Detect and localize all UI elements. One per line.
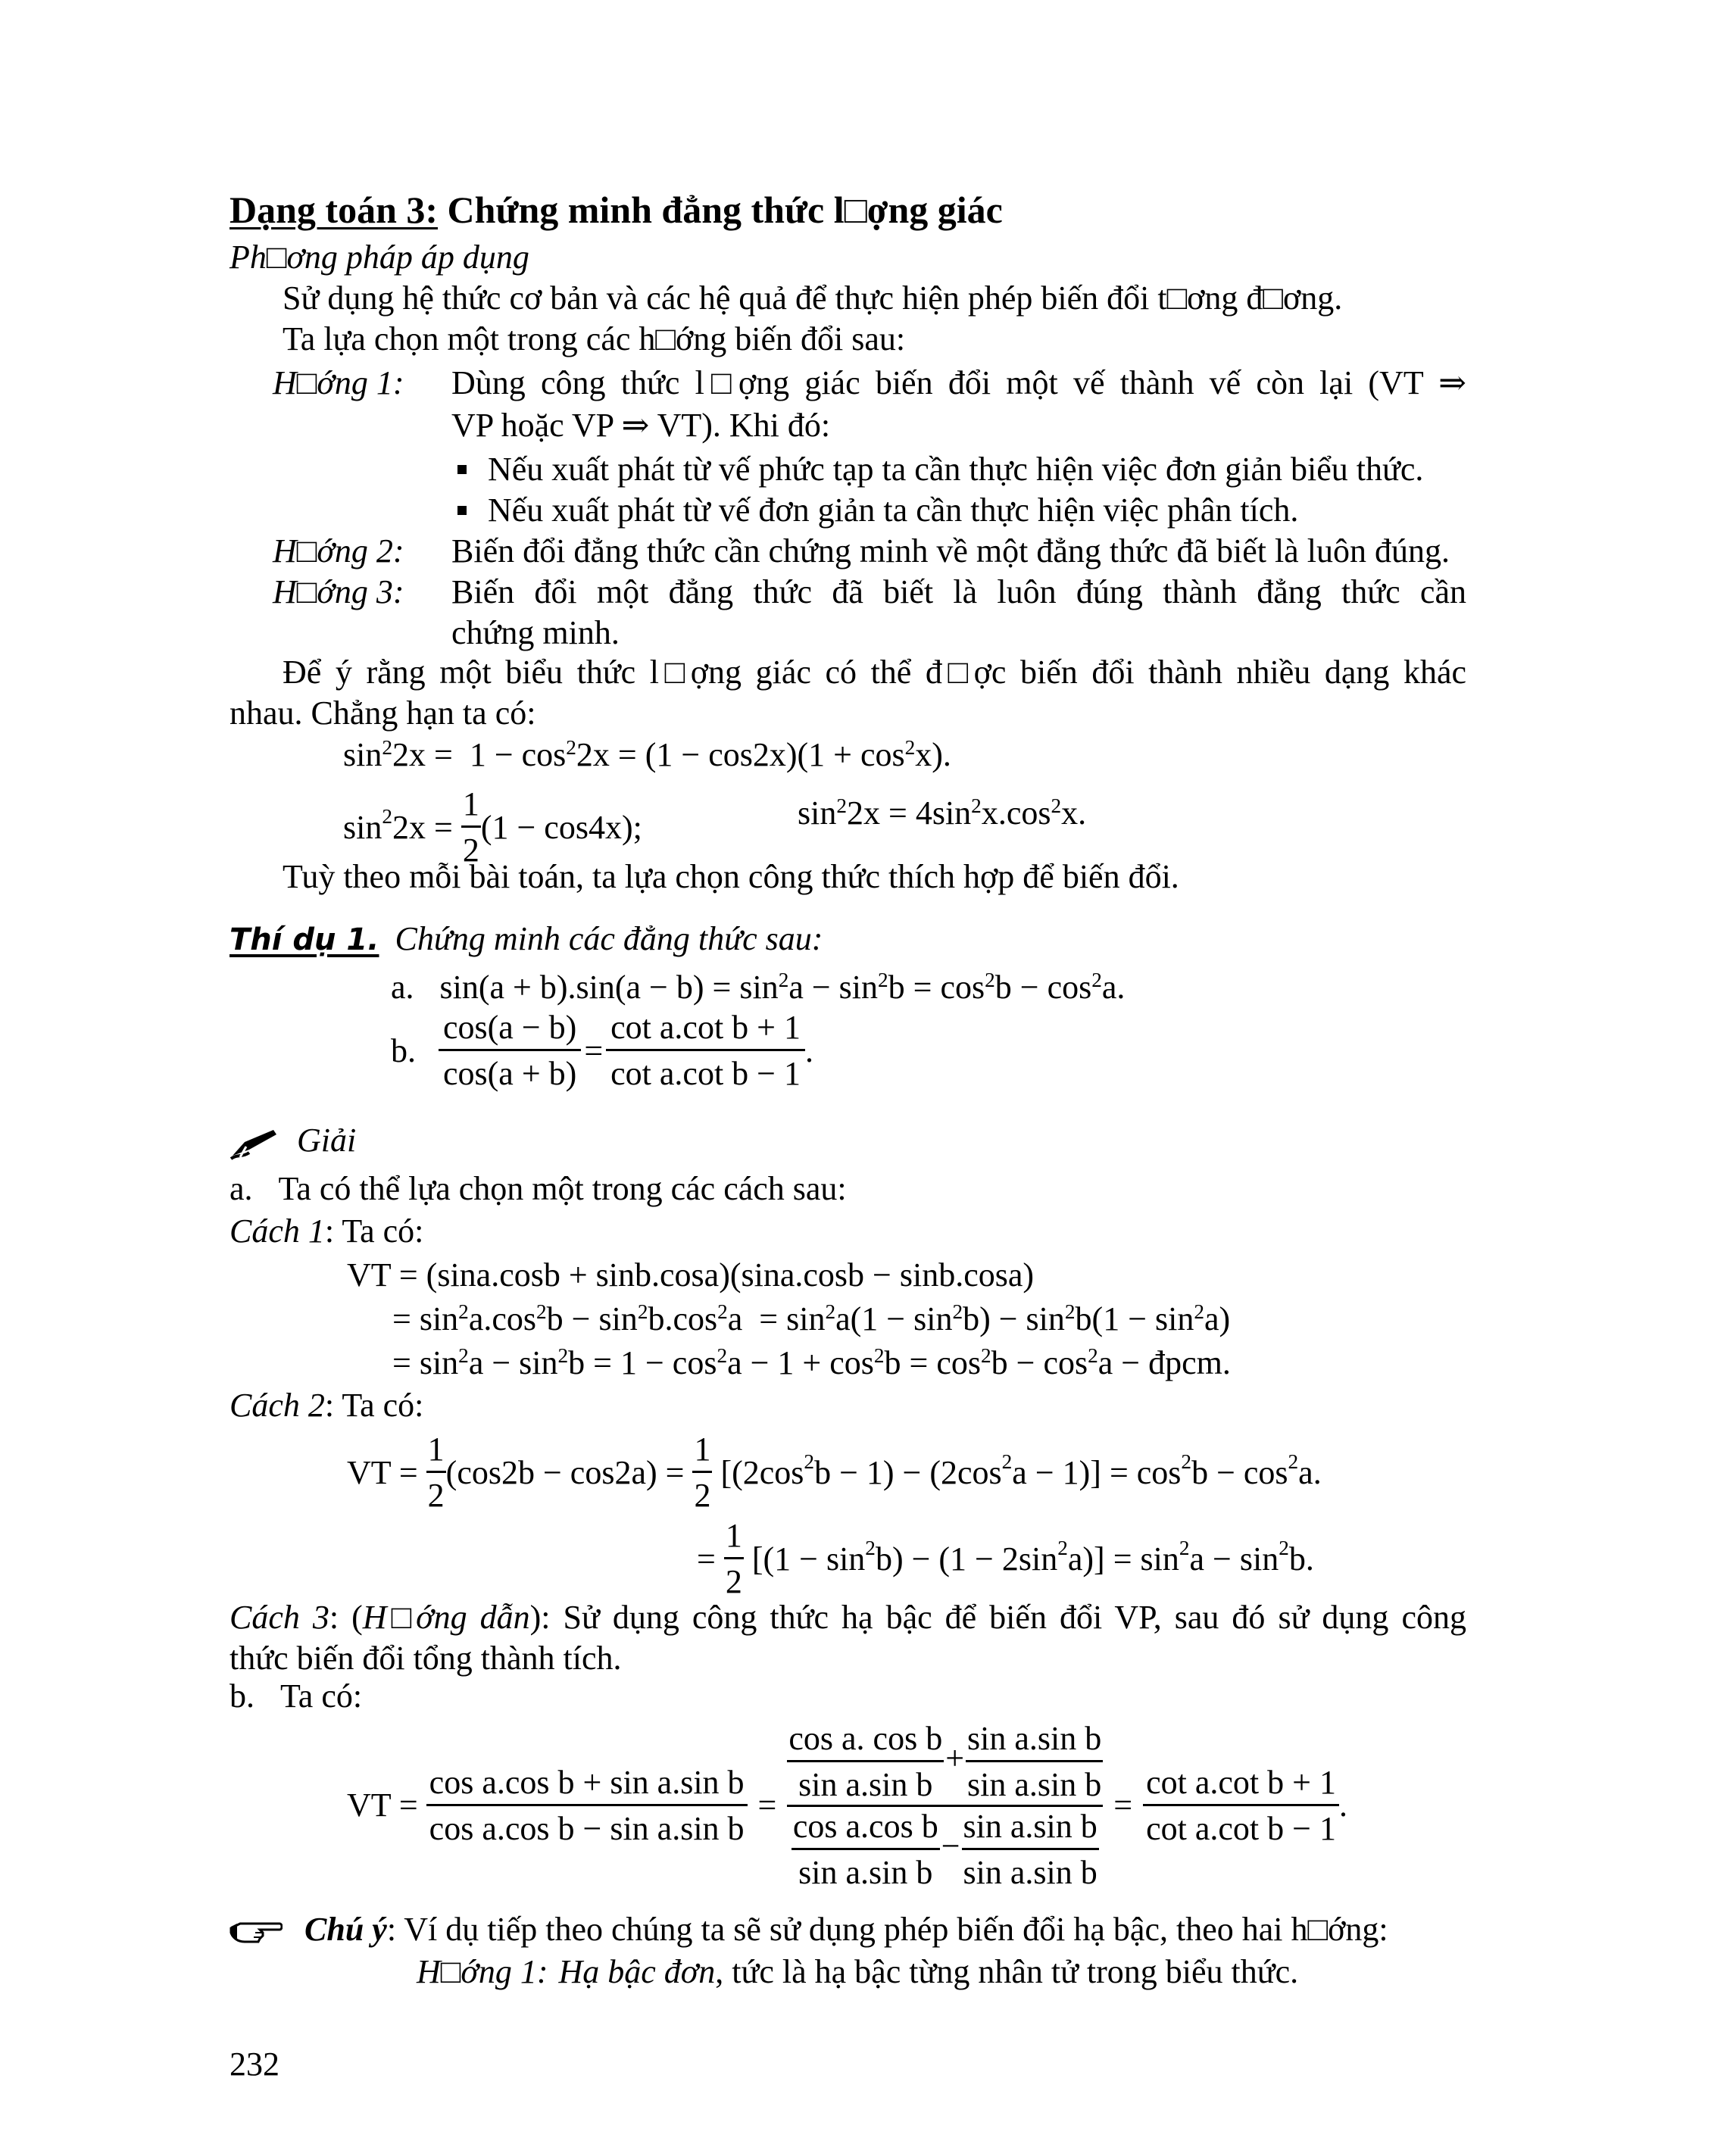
formula-sin2-identity-3: $\sin^22x = 4\sin^2x.\cos^2x$. (798, 794, 1087, 832)
way-1-heading: Cách 1: Ta có: (229, 1212, 424, 1250)
bullet-icon (457, 506, 467, 515)
section-label: Dạng toán 3: (229, 189, 439, 231)
direction-3-line-2: chứng minh. (451, 614, 620, 651)
formula-sin2-identity-1: $\sin^22x = 1 - \cos^22x = (1 - \cos 2x)(1 + \cos^2x)$. (343, 736, 951, 773)
note-heading (229, 1913, 1388, 1948)
solution-b-intro: b. Ta có: (229, 1677, 363, 1715)
pointing-hand-icon (229, 1918, 283, 1948)
section-heading (229, 191, 1003, 229)
section-title: Chứng minh đẳng thức l□ợng giác (447, 189, 1003, 231)
fraction-cos-sin-sum: $\frac{\text{cos a.cos b + sin a.sin b}}{\text{cos a.cos b − sin a.sin b}}$ (426, 1766, 748, 1846)
note-line-2: nhau. Chẳng hạn ta có: (229, 694, 536, 732)
way-1-step-2: = $\sin^2a.\cos^2b - \sin^2b.\cos^2a = \sin^2a(1 - \sin^2b) - \sin^2b(1 - \sin^2a)$ (392, 1300, 1231, 1337)
fraction-cot-ratio: $\frac{\text{cot a.cot b + 1}}{\text{cot a.cot b − 1}}$ (606, 1011, 805, 1091)
direction-1-line-2: VP hoặc VP ⇒ VT). Khi đó: (451, 407, 831, 444)
method-paragraph-2: Ta lựa chọn một trong các h□ớng biến đổi sau: (283, 320, 906, 357)
fraction-one-half: $\frac{1}{2}$ (462, 785, 479, 869)
note-direction-1: H□ớng 1: Hạ bậc đơn, tức là hạ bậc từng nhân tử trong biểu thức. (417, 1953, 1299, 1990)
formula-b-derivation: VT = $\frac{\text{cos a.cos b + sin a.sin b}}{\text{cos a.cos b − sin a.sin b}}$ = $\frac{\text{cos a. cos b}}{\text{sin a.sin b}}$ + $\frac{\text{sin a.sin b}}{\text{sin a.sin b}}$ $\frac{\text{cos a.cos b}}{\text{sin a.sin b}}$ − $\frac{\text{sin a.sin b}}{\text{sin a.sin b}}$ = $\frac{\text{cot a.cot b + 1}}{\text{cot a.cot b − 1}}$ . (347, 1719, 1347, 1891)
note-line-1: Để ý rằng một biểu thức l□ợng giác có thể đ□ợc biến đổi thành nhiều dạng khác (283, 654, 1466, 691)
example-label: Thí dụ 1. (229, 922, 379, 957)
bullet-item-1: Nếu xuất phát từ vế phức tạp ta cần thực hiện việc đơn giản biểu thức. (457, 453, 1423, 486)
solution-title: Giải (297, 1122, 357, 1159)
method-paragraph-1: Sử dụng hệ thức cơ bản và các hệ quả để thực hiện phép biến đổi t□ơng đ□ơng. (283, 279, 1343, 317)
method-title: Ph□ơng pháp áp dụng (229, 239, 529, 276)
bullet-item-2: Nếu xuất phát từ vế đơn giản ta cần thực hiện việc phân tích. (457, 494, 1298, 527)
direction-2-text: Biến đổi đẳng thức cần chứng minh về một đẳng thức đã biết là luôn đúng. (451, 532, 1450, 570)
direction-2-label: H□ớng 2: (273, 532, 404, 570)
way-1-step-1: VT = (sina.cosb + sinb.cosa)(sina.cosb − sinb.cosa) (347, 1256, 1035, 1294)
example-item-b: b. $\frac{\cos(a - b)}{\cos(a + b)}$ = $\frac{\text{cot a.cot b + 1}}{\text{cot a.cot b − 1}}$ . (391, 1009, 813, 1092)
page-number: 232 (229, 2046, 279, 2083)
example-prompt: Chứng minh các đẳng thức sau: (395, 920, 823, 957)
way-2-step-2: = $\frac{1}{2}$ [(1 − sin $^2$ b) − (1 − 2sin $^2$ a)] = sin $^2$ a − sin $^2$ b. (697, 1517, 1314, 1600)
direction-3-line-1: Biến đổi một đẳng thức đã biết là luôn đúng thành đẳng thức cần (451, 573, 1466, 610)
formula-sin2-identity-2: sin $^2$ 2x = $\frac{1}{2}$ (1 − cos4x); (343, 785, 642, 869)
way-1-step-3: = $\sin^2a - \sin^2b = 1 - \cos^2a - 1 + \cos^2b = \cos^2b - \cos^2a$ − đpcm. (392, 1344, 1231, 1381)
solution-a-intro: a. Ta có thể lựa chọn một trong các cách sau: (229, 1170, 847, 1207)
pencil-writing-icon (229, 1127, 279, 1160)
solution-heading (229, 1124, 356, 1160)
direction-1-label: H□ớng 1: (273, 364, 404, 401)
fraction-cos-ratio: $\frac{\cos(a - b)}{\cos(a + b)}$ (439, 1011, 581, 1091)
note-label: Chú ý (304, 1911, 387, 1948)
direction-3-label: H□ớng 3: (273, 573, 404, 610)
bullet-icon (457, 465, 467, 474)
example-item-a: a. $\sin(a + b).\sin(a - b) = \sin^2a - \sin^2b = \cos^2b - \cos^2a$. (391, 969, 1126, 1006)
fraction-compound: $\frac{\text{cos a. cos b}}{\text{sin a.sin b}}$ + $\frac{\text{sin a.sin b}}{\text{sin a.sin b}}$ $\frac{\text{cos a.cos b}}{\text{sin a.sin b}}$ − $\frac{\text{sin a.sin b}}{\text{sin a.sin b}}$ (788, 1719, 1102, 1891)
closing-paragraph: Tuỳ theo mỗi bài toán, ta lựa chọn công thức thích hợp để biến đổi. (283, 858, 1179, 895)
way-3-line-2: thức biến đổi tổng thành tích. (229, 1640, 622, 1677)
way-2-step-1: VT = $\frac{1}{2}$ (cos2b − cos2a) = $\frac{1}{2}$ [(2cos $^2$ b − 1) − (2cos $^2$ a − 1)] = cos $^2$ b − cos $^2$ a. (347, 1431, 1322, 1514)
way-3-line-1: Cách 3: (H□ớng dẫn): Sử dụng công thức hạ bậc để biến đổi VP, sau đó sử dụng công (229, 1599, 1466, 1636)
example-heading (229, 922, 823, 956)
direction-1-line-1: Dùng công thức l□ợng giác biến đổi một vế thành vế còn lại (VT ⇒ (451, 364, 1466, 401)
way-2-heading: Cách 2: Ta có: (229, 1387, 424, 1424)
fraction-cot-result: $\frac{\text{cot a.cot b + 1}}{\text{cot a.cot b − 1}}$ (1143, 1766, 1339, 1846)
note-text: : Ví dụ tiếp theo chúng ta sẽ sử dụng phép biến đổi hạ bậc, theo hai h□ớng: (386, 1911, 1388, 1948)
